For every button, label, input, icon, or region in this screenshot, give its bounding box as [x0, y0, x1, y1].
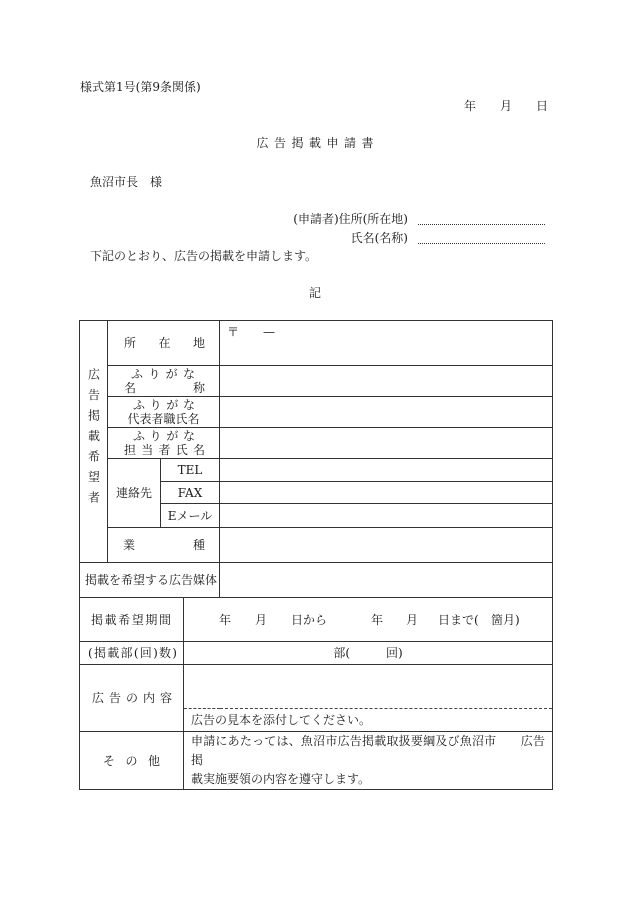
content-label-cell — [80, 665, 184, 732]
email-value — [220, 504, 553, 528]
period-months: 箇月) — [491, 612, 520, 627]
industry-label-cell — [108, 528, 220, 563]
document-title — [0, 136, 630, 150]
row-location — [80, 321, 553, 366]
period-start-year: 年 — [219, 612, 232, 627]
contact-person-label: 担当者氏名 — [124, 443, 206, 457]
row-media — [80, 563, 553, 598]
period-end-year: 年 — [371, 612, 384, 627]
row-industry — [80, 528, 553, 563]
applicant-name-line — [418, 243, 545, 244]
representative-label-cell — [108, 397, 220, 428]
contact-person-label-cell — [108, 428, 220, 459]
location-label: 所在地 — [124, 336, 206, 350]
group-label-cell — [80, 321, 108, 563]
name-label-cell — [108, 366, 220, 397]
other-label: その他 — [103, 753, 160, 768]
period-label: 掲載希望期間 — [91, 612, 171, 627]
row-tel — [80, 459, 553, 482]
count-label: (掲載部(回)数) — [88, 646, 177, 660]
name-furigana: ふりがな — [131, 367, 196, 381]
tel-value — [220, 459, 553, 482]
applicant-address-label: (申請者)住所(所在地) — [293, 212, 408, 226]
row-period — [80, 598, 553, 642]
document-title-text: 広告掲載申請書 — [256, 136, 379, 150]
period-end-month: 月 — [406, 612, 419, 627]
contact-person-value — [220, 428, 553, 459]
name-value — [220, 366, 553, 397]
representative-value — [220, 397, 553, 428]
media-value — [220, 563, 553, 598]
period-label-cell — [80, 598, 184, 642]
other-value — [184, 732, 553, 790]
applicant-name-label: 氏名(名称) — [350, 231, 408, 245]
intro-text: 下記のとおり、広告の掲載を申請します。 — [90, 249, 318, 263]
location-label-cell — [108, 321, 220, 366]
other-text-line-2: 載実施要領の内容を遵守します。 — [191, 772, 371, 786]
addressee: 魚沼市長 様 — [90, 175, 163, 189]
representative-label: 代表者職氏名 — [127, 412, 200, 426]
applicant-address-line — [418, 224, 545, 225]
period-fields — [184, 613, 552, 627]
other-label-cell — [80, 732, 184, 790]
industry-label: 業種 — [123, 538, 206, 552]
email-label: Eメール — [161, 504, 220, 528]
application-date: 年 月 日 — [464, 99, 549, 113]
row-count — [80, 642, 553, 665]
row-name — [80, 366, 553, 397]
media-label: 掲載を希望する広告媒体 — [80, 563, 220, 598]
content-label: 広告の内容 — [92, 691, 172, 705]
period-start-month: 月 — [255, 612, 268, 627]
row-other — [80, 732, 553, 790]
count-label-cell — [80, 642, 184, 665]
location-value: 〒 — — [220, 321, 553, 366]
representative-furigana: ふりがな — [133, 398, 196, 412]
period-end-day: 日まで( — [438, 612, 479, 627]
contact-label: 連絡先 — [108, 459, 161, 528]
period-value — [184, 598, 553, 642]
period-start-day: 日から — [291, 612, 328, 627]
content-value — [184, 665, 553, 709]
group-label: 広告掲載希望者 — [86, 368, 101, 512]
row-contact-person — [80, 428, 553, 459]
name-label: 名称 — [124, 381, 206, 395]
ki-heading: 記 — [308, 286, 321, 300]
form-number: 様式第1号(第9条関係) — [80, 80, 201, 94]
row-representative — [80, 397, 553, 428]
count-value: 部( 回) — [184, 642, 553, 665]
fax-label: FAX — [161, 482, 220, 504]
industry-value — [220, 528, 553, 563]
content-note: 広告の見本を添付してください。 — [184, 709, 553, 732]
contact-person-furigana: ふりがな — [133, 429, 196, 443]
row-content — [80, 665, 553, 709]
tel-label: TEL — [161, 459, 220, 482]
application-table — [79, 320, 553, 790]
other-text-line-1: 申請にあたっては、魚沼市広告掲載取扱要綱及び魚沼市 広告掲 — [191, 734, 546, 767]
fax-value — [220, 482, 553, 504]
